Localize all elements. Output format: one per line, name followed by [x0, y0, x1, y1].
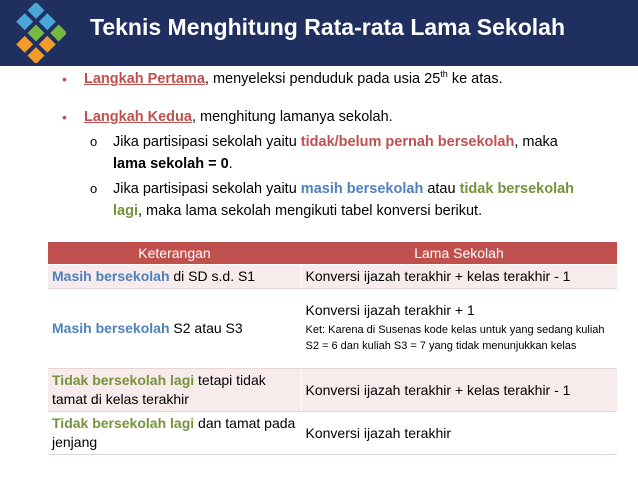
bullet-langkah-pertama	[84, 71, 503, 87]
superscript: th	[440, 69, 448, 80]
highlight-text: tidak/belum pernah bersekolah	[300, 134, 515, 150]
highlight-green: Tidak bersekolah lagi	[52, 371, 195, 388]
table-cell: Konversi ijazah terakhir	[301, 411, 617, 454]
table-row	[48, 368, 617, 411]
table-cell: Konversi ijazah terakhir + kelas terakhir - 1	[301, 264, 617, 288]
cell-text: S2 atau S3	[169, 320, 243, 336]
highlight-green: tidak bersekolah	[459, 181, 575, 197]
cell-text: di SD s.d. S1	[169, 268, 256, 284]
bold-text: lama sekolah = 0	[113, 156, 229, 172]
column-header: Keterangan	[48, 242, 301, 264]
step-text: , menghitung lamanya sekolah.	[191, 109, 393, 125]
conversion-table	[48, 242, 617, 455]
sub-text: , maka	[514, 134, 558, 150]
step-text: , menyeleksi penduduk pada usia 25	[204, 71, 441, 87]
sub-bullet-masih	[113, 181, 574, 197]
sub-text: atau	[423, 181, 460, 197]
cell-text: dan tamat pada jenjang	[52, 414, 296, 450]
cell-text: Konversi ijazah terakhir + 1	[305, 302, 475, 318]
highlight-green: Tidak bersekolah lagi	[52, 414, 195, 431]
table-cell	[48, 264, 301, 288]
highlight-blue: masih bersekolah	[300, 181, 424, 197]
table-cell	[48, 411, 301, 454]
bullet-marker: •	[62, 71, 67, 87]
table-row	[48, 288, 617, 368]
sub-text: , maka lama sekolah mengikuti tabel konversi berikut.	[137, 203, 483, 219]
step-label: Langkah Pertama	[84, 71, 205, 87]
column-header: Lama Sekolah	[301, 242, 617, 264]
cell-note: Ket: Karena di Susenas kode kelas untuk yang sedang kuliah S2 = 6 dan kuliah S3 = 7 yang tidak menunjukkan kelas	[305, 324, 605, 352]
table-row	[48, 264, 617, 288]
table-cell	[48, 288, 301, 368]
cell-text: tetapi tidak tamat di kelas terakhir	[52, 371, 266, 407]
bps-logo-icon	[6, 3, 66, 63]
highlight-green: lagi	[113, 203, 138, 219]
sub-bullet-line2	[113, 203, 482, 219]
sub-bullet-line2	[113, 156, 233, 172]
sub-text: Jika partisipasi sekolah yaitu	[113, 134, 301, 150]
page-title: Teknis Menghitung Rata-rata Lama Sekolah	[90, 14, 566, 40]
step-text-tail: ke atas.	[447, 71, 503, 87]
table-cell	[301, 288, 617, 368]
highlight-blue: Masih bersekolah	[52, 320, 170, 336]
table-cell: Konversi ijazah terakhir + kelas terakhir - 1	[301, 368, 617, 411]
sub-bullet-tidak-pernah	[113, 134, 558, 150]
bullet-marker: •	[62, 109, 67, 125]
highlight-blue: Masih bersekolah	[52, 268, 170, 284]
step-label: Langkah Kedua	[84, 109, 192, 125]
sub-text: Jika partisipasi sekolah yaitu	[113, 181, 301, 197]
sub-text: .	[228, 156, 233, 172]
table-header-row	[48, 242, 617, 264]
table-cell	[48, 368, 301, 411]
table-row	[48, 411, 617, 454]
bullet-langkah-kedua	[84, 109, 393, 125]
sub-bullet-marker: o	[90, 181, 98, 196]
sub-bullet-marker: o	[90, 134, 98, 149]
title-bar	[0, 0, 638, 66]
